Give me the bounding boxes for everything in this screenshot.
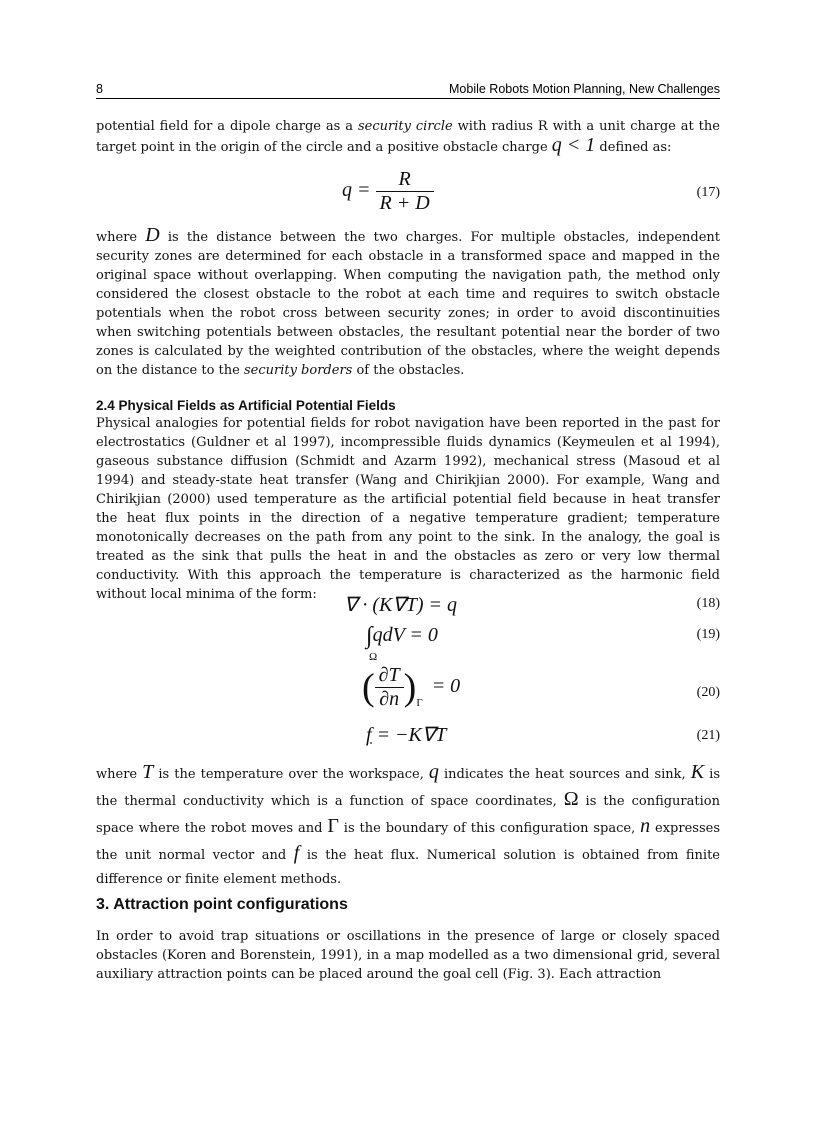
text-run: indicates the heat sources and sink, <box>438 767 691 782</box>
inline-math-q: q <box>428 761 439 783</box>
equation-21 <box>366 722 446 747</box>
text-run: is the heat flux. Numerical solution is obtained from finite difference or finite element methods. <box>96 848 720 887</box>
text-run: is the thermal conductivity which is a function of space coordinates, <box>96 767 720 809</box>
text-run: where <box>96 767 143 782</box>
text-run: where <box>96 230 146 245</box>
paragraph-security-zones <box>96 226 720 380</box>
eq21-lhs: f <box>366 724 372 746</box>
inline-math-D: D <box>145 224 160 246</box>
right-paren: ) <box>403 666 417 709</box>
eq20-rhs: = 0 <box>431 675 461 698</box>
text-run: of the obstacles. <box>352 363 465 378</box>
text-run: is the distance between the two charges. For multiple obstacles, independent security zones are determined for each obstacle in a transformed space and mapped in the original space without overlapping. When computing the navigation path, the method only considered the closest obstacle to the robot at each time and requires to switch obstacle potentials when the robot cross between security zones; in order to avoid discontinuities when switching potentials between obstacles, the resultant potential near the border of two zones is calculated by the weighted contribution of the obstacles, where the weight depends on the distance to the <box>96 230 720 378</box>
equation-19 <box>366 621 438 663</box>
inline-math-K: K <box>690 761 705 783</box>
integral-sign: ∫ <box>366 623 373 649</box>
eq20-denominator: ∂n <box>379 688 400 710</box>
eq19-domain-subscript: Ω <box>369 651 378 663</box>
text-run: defined as: <box>595 140 672 155</box>
paragraph-physical-analogies: Physical analogies for potential fields for robot navigation have been reported in the past for electrostatics (Guldner et al 1997), incompressible fluids dynamics (Keymeulen et al 1994), gaseous substance diffusion (Schmidt and Azarm 1992), mechanical stress (Masoud et al 1994) and steady-state heat transfer (Wang and Chirikjian 2000). For example, Wang and Chirikjian (2000) used temperature as the artificial potential field because in heat transfer the heat flux points in the direction of a negative temperature gradient; temperature monotonically decreases on the path from any point to the sink. In the analogy, the goal is treated as the sink that pulls the heat in and the obstacles as zero or very low thermal conductivity. With this approach the temperature is characterized as the harmonic field without local minima of the form: <box>96 416 720 602</box>
eq20-boundary-subscript: Γ <box>416 697 423 710</box>
section-heading-3: 3. Attraction point configurations <box>96 896 348 913</box>
emphasis-security-circle: security circle <box>358 119 453 134</box>
paragraph-attraction-points: In order to avoid trap situations or oscillations in the presence of large or closely spaced obstacles (Koren and Borenstein, 1991), in a map modelled as a two dimensional grid, several auxiliary attraction points can be placed around the goal cell (Fig. 3). Each attraction <box>96 929 720 982</box>
left-paren: ( <box>362 666 375 709</box>
equation-number-17: (17) <box>696 185 720 200</box>
text-run: is the boundary of this configuration space, <box>338 821 641 836</box>
equation-number-20: (20) <box>696 685 720 700</box>
equation-18 <box>344 592 457 617</box>
paragraph-dipole <box>96 117 720 157</box>
page-number: 8 <box>96 82 103 96</box>
inline-math-f: f <box>293 842 300 864</box>
text-run: expresses the unit normal vector and <box>96 821 720 863</box>
text-run: is the temperature over the workspace, <box>153 767 429 782</box>
emphasis-security-borders: security borders <box>243 363 353 378</box>
section-heading-2-4: 2.4 Physical Fields as Artificial Potential Fields <box>96 398 396 413</box>
eq21-rhs: = −K∇T <box>376 724 447 746</box>
running-title: Mobile Robots Motion Planning, New Challenges <box>449 82 720 96</box>
paragraph-symbol-definitions <box>96 760 720 892</box>
equation-number-21: (21) <box>696 728 720 743</box>
eq17-denominator: R + D <box>379 192 430 214</box>
inline-math-n: n <box>640 815 651 837</box>
eq18-expression: ∇ · (K∇T) = q <box>344 594 458 616</box>
equation-number-18: (18) <box>696 596 720 611</box>
page-header <box>96 80 720 99</box>
inline-math-T: T <box>142 761 154 783</box>
text-run: is the configuration space where the robot moves and <box>96 794 720 836</box>
text-run: with radius R with a unit charge at the target point in the origin of the circle and a positive obstacle charge <box>96 119 720 155</box>
equation-20 <box>362 664 460 711</box>
eq20-fraction <box>375 664 404 711</box>
inline-math-omega: Ω <box>563 788 579 810</box>
equation-number-19: (19) <box>696 627 720 642</box>
inline-math-gamma: Γ <box>327 815 339 837</box>
eq17-lhs: q = <box>342 179 371 202</box>
equation-17 <box>342 168 434 215</box>
eq20-numerator: ∂T <box>378 664 400 686</box>
eq17-fraction <box>376 168 434 215</box>
eq17-numerator: R <box>398 168 411 190</box>
inline-math-q-lt-1: q < 1 <box>551 134 596 156</box>
text-run: potential field for a dipole charge as a <box>96 119 358 134</box>
eq19-expression: qdV = 0 <box>372 624 438 646</box>
